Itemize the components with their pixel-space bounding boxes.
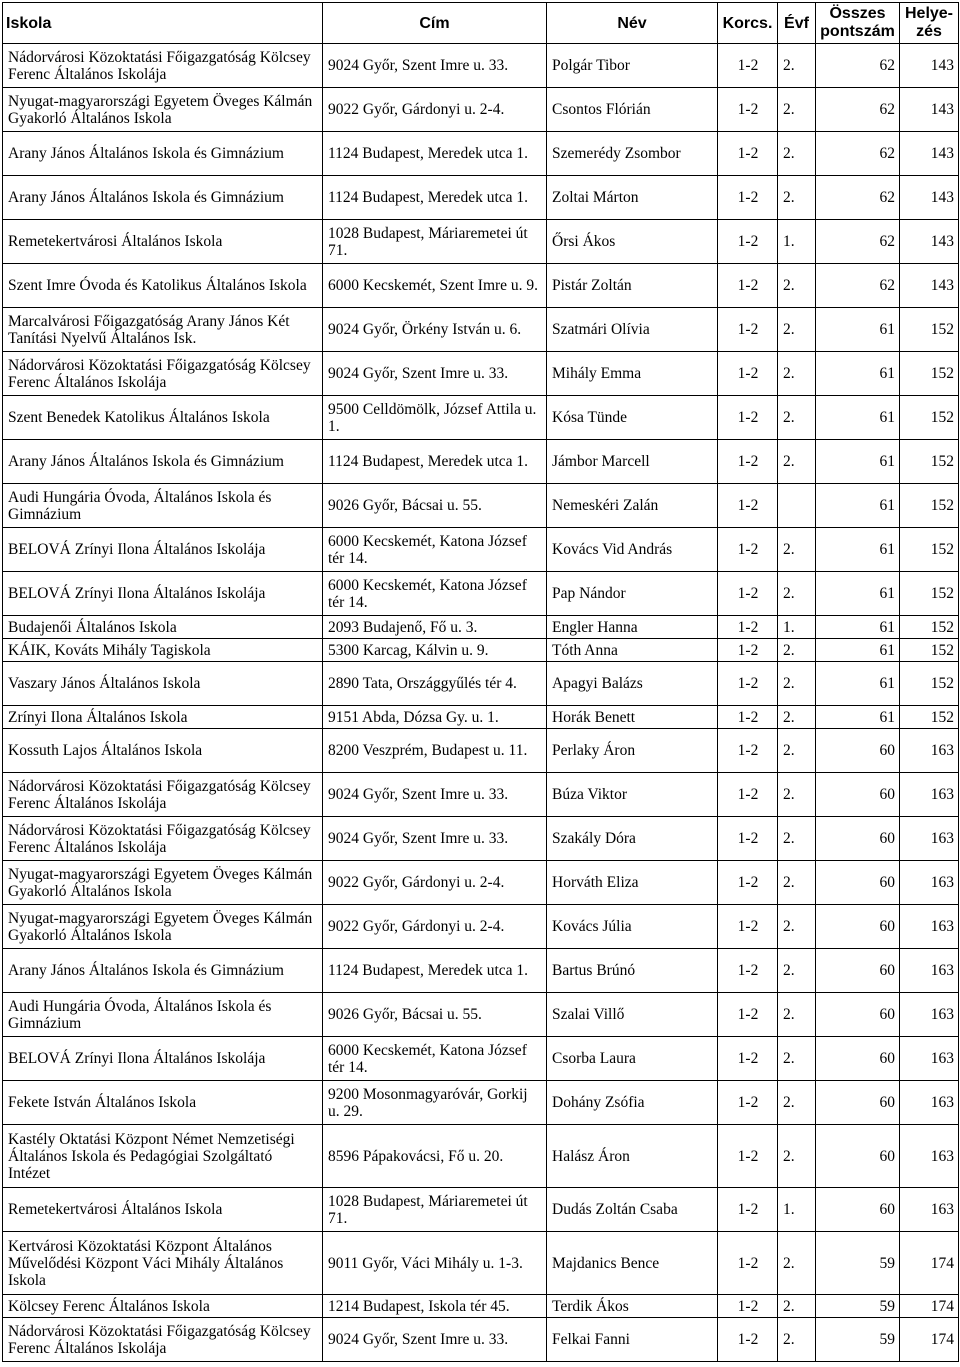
gender-cell: 1-2 — [718, 176, 778, 220]
table-row — [3, 440, 959, 484]
year-cell: 2. — [778, 572, 816, 616]
score-cell: 61 — [816, 308, 900, 352]
table-row — [3, 1188, 959, 1232]
rank-cell: 163 — [900, 1188, 959, 1232]
year-cell: 2. — [778, 396, 816, 440]
gender-cell: 1-2 — [718, 1232, 778, 1295]
year-cell: 2. — [778, 706, 816, 729]
rank-cell: 143 — [900, 264, 959, 308]
address-cell: 1028 Budapest, Máriaremetei út 71. — [323, 220, 547, 264]
score-cell: 60 — [816, 905, 900, 949]
year-cell: 2. — [778, 817, 816, 861]
score-cell: 62 — [816, 132, 900, 176]
score-cell: 61 — [816, 528, 900, 572]
address-cell: 9200 Mosonmagyaróvár, Gorkij u. 29. — [323, 1081, 547, 1125]
rank-cell: 152 — [900, 616, 959, 639]
rank-cell: 152 — [900, 662, 959, 706]
table-row — [3, 572, 959, 616]
gender-cell: 1-2 — [718, 1318, 778, 1362]
year-cell: 2. — [778, 861, 816, 905]
table-row — [3, 662, 959, 706]
score-cell: 62 — [816, 88, 900, 132]
address-cell: 2890 Tata, Országgyűlés tér 4. — [323, 662, 547, 706]
gender-cell: 1-2 — [718, 639, 778, 662]
score-cell: 61 — [816, 572, 900, 616]
score-cell: 61 — [816, 616, 900, 639]
address-cell: 8200 Veszprém, Budapest u. 11. — [323, 729, 547, 773]
year-cell: 2. — [778, 662, 816, 706]
address-cell: 1124 Budapest, Meredek utca 1. — [323, 176, 547, 220]
table-row — [3, 861, 959, 905]
address-cell: 6000 Kecskemét, Szent Imre u. 9. — [323, 264, 547, 308]
gender-cell: 1-2 — [718, 1081, 778, 1125]
address-cell: 6000 Kecskemét, Katona József tér 14. — [323, 1037, 547, 1081]
year-cell: 2. — [778, 1081, 816, 1125]
gender-cell: 1-2 — [718, 396, 778, 440]
school-cell: Nyugat-magyarországi Egyetem Öveges Kálmán Gyakorló Általános Iskola — [3, 861, 323, 905]
year-cell: 1. — [778, 1188, 816, 1232]
table-row — [3, 396, 959, 440]
score-cell: 60 — [816, 1081, 900, 1125]
school-cell: Arany János Általános Iskola és Gimnázium — [3, 949, 323, 993]
year-cell: 2. — [778, 264, 816, 308]
school-cell: BELOVÁ Zrínyi Ilona Általános Iskolája — [3, 528, 323, 572]
gender-cell: 1-2 — [718, 949, 778, 993]
rank-cell: 152 — [900, 440, 959, 484]
year-cell: 2. — [778, 176, 816, 220]
score-cell: 62 — [816, 264, 900, 308]
address-cell: 2093 Budajenő, Fő u. 3. — [323, 616, 547, 639]
year-cell: 2. — [778, 1295, 816, 1318]
score-cell: 60 — [816, 729, 900, 773]
school-cell: Szent Benedek Katolikus Általános Iskola — [3, 396, 323, 440]
address-cell: 1124 Budapest, Meredek utca 1. — [323, 440, 547, 484]
address-cell: 6000 Kecskemét, Katona József tér 14. — [323, 572, 547, 616]
address-cell: 1028 Budapest, Máriaremetei út 71. — [323, 1188, 547, 1232]
rank-cell: 163 — [900, 729, 959, 773]
gender-cell: 1-2 — [718, 88, 778, 132]
school-cell: BELOVÁ Zrínyi Ilona Általános Iskolája — [3, 572, 323, 616]
table-row — [3, 264, 959, 308]
rank-cell: 143 — [900, 176, 959, 220]
score-cell: 60 — [816, 1188, 900, 1232]
year-cell: 2. — [778, 132, 816, 176]
address-cell: 9024 Győr, Örkény István u. 6. — [323, 308, 547, 352]
name-cell: Pap Nándor — [547, 572, 718, 616]
school-cell: Arany János Általános Iskola és Gimnázium — [3, 176, 323, 220]
year-cell: 2. — [778, 949, 816, 993]
school-cell: Nádorvárosi Közoktatási Főigazgatóság Kölcsey Ferenc Általános Iskolája — [3, 352, 323, 396]
year-cell: 2. — [778, 729, 816, 773]
school-cell: Zrínyi Ilona Általános Iskola — [3, 706, 323, 729]
name-cell: Majdanics Bence — [547, 1232, 718, 1295]
table-row — [3, 1081, 959, 1125]
name-cell: Jámbor Marcell — [547, 440, 718, 484]
score-cell: 60 — [816, 993, 900, 1037]
year-cell: 2. — [778, 440, 816, 484]
gender-cell: 1-2 — [718, 662, 778, 706]
year-cell: 2. — [778, 905, 816, 949]
address-cell: 5300 Karcag, Kálvin u. 9. — [323, 639, 547, 662]
school-cell: Arany János Általános Iskola és Gimnázium — [3, 440, 323, 484]
header-gender: Korcs. — [718, 3, 778, 44]
table-row — [3, 729, 959, 773]
header-name: Név — [547, 3, 718, 44]
year-cell: 1. — [778, 220, 816, 264]
gender-cell: 1-2 — [718, 1037, 778, 1081]
gender-cell: 1-2 — [718, 528, 778, 572]
table-row — [3, 706, 959, 729]
name-cell: Tóth Anna — [547, 639, 718, 662]
score-cell: 60 — [816, 861, 900, 905]
school-cell: Remetekertvárosi Általános Iskola — [3, 220, 323, 264]
year-cell: 2. — [778, 1125, 816, 1188]
gender-cell: 1-2 — [718, 440, 778, 484]
table-row — [3, 88, 959, 132]
year-cell: 2. — [778, 352, 816, 396]
name-cell: Perlaky Áron — [547, 729, 718, 773]
year-cell: 2. — [778, 773, 816, 817]
address-cell: 9026 Győr, Bácsai u. 55. — [323, 484, 547, 528]
header-rank: Helye-zés — [900, 3, 959, 44]
name-cell: Szatmári Olívia — [547, 308, 718, 352]
rank-cell: 152 — [900, 706, 959, 729]
rank-cell: 174 — [900, 1232, 959, 1295]
score-cell: 61 — [816, 484, 900, 528]
rank-cell: 163 — [900, 817, 959, 861]
score-cell: 60 — [816, 817, 900, 861]
name-cell: Dudás Zoltán Csaba — [547, 1188, 718, 1232]
school-cell: Marcalvárosi Főigazgatóság Arany János Két Tanítási Nyelvű Általános Isk. — [3, 308, 323, 352]
rank-cell: 163 — [900, 949, 959, 993]
school-cell: Vaszary János Általános Iskola — [3, 662, 323, 706]
gender-cell: 1-2 — [718, 264, 778, 308]
name-cell: Kovács Vid András — [547, 528, 718, 572]
name-cell: Pistár Zoltán — [547, 264, 718, 308]
name-cell: Horák Benett — [547, 706, 718, 729]
name-cell: Csorba Laura — [547, 1037, 718, 1081]
year-cell: 2. — [778, 44, 816, 88]
score-cell: 60 — [816, 773, 900, 817]
address-cell: 9024 Győr, Szent Imre u. 33. — [323, 773, 547, 817]
school-cell: Kastély Oktatási Központ Német Nemzetiségi Általános Iskola és Pedagógiai Szolgáltató Intézet — [3, 1125, 323, 1188]
score-cell: 59 — [816, 1232, 900, 1295]
rank-cell: 152 — [900, 572, 959, 616]
score-cell: 62 — [816, 176, 900, 220]
score-cell: 61 — [816, 352, 900, 396]
address-cell: 9024 Győr, Szent Imre u. 33. — [323, 44, 547, 88]
table-row — [3, 1125, 959, 1188]
score-cell: 61 — [816, 440, 900, 484]
gender-cell: 1-2 — [718, 44, 778, 88]
rank-cell: 163 — [900, 905, 959, 949]
address-cell: 1124 Budapest, Meredek utca 1. — [323, 949, 547, 993]
year-cell: 2. — [778, 88, 816, 132]
gender-cell: 1-2 — [718, 1125, 778, 1188]
name-cell: Csontos Flórián — [547, 88, 718, 132]
rank-cell: 152 — [900, 484, 959, 528]
school-cell: KÁIK, Kováts Mihály Tagiskola — [3, 639, 323, 662]
gender-cell: 1-2 — [718, 817, 778, 861]
gender-cell: 1-2 — [718, 706, 778, 729]
rank-cell: 152 — [900, 639, 959, 662]
score-cell: 62 — [816, 44, 900, 88]
table-row — [3, 308, 959, 352]
rank-cell: 174 — [900, 1295, 959, 1318]
name-cell: Horváth Eliza — [547, 861, 718, 905]
gender-cell: 1-2 — [718, 905, 778, 949]
school-cell: Nádorvárosi Közoktatási Főigazgatóság Kölcsey Ferenc Általános Iskolája — [3, 1318, 323, 1362]
rank-cell: 163 — [900, 993, 959, 1037]
gender-cell: 1-2 — [718, 352, 778, 396]
rank-cell: 143 — [900, 132, 959, 176]
table-header — [3, 3, 959, 44]
name-cell: Őrsi Ákos — [547, 220, 718, 264]
school-cell: Kölcsey Ferenc Általános Iskola — [3, 1295, 323, 1318]
year-cell: 2. — [778, 308, 816, 352]
year-cell: 2. — [778, 1232, 816, 1295]
score-cell: 60 — [816, 1037, 900, 1081]
gender-cell: 1-2 — [718, 729, 778, 773]
table-row — [3, 817, 959, 861]
rank-cell: 143 — [900, 44, 959, 88]
address-cell: 8596 Pápakovácsi, Fő u. 20. — [323, 1125, 547, 1188]
rank-cell: 152 — [900, 352, 959, 396]
rank-cell: 163 — [900, 1037, 959, 1081]
gender-cell: 1-2 — [718, 861, 778, 905]
gender-cell: 1-2 — [718, 220, 778, 264]
year-cell: 1. — [778, 616, 816, 639]
year-cell: 2. — [778, 639, 816, 662]
address-cell: 1214 Budapest, Iskola tér 45. — [323, 1295, 547, 1318]
rank-cell: 163 — [900, 1125, 959, 1188]
rank-cell: 163 — [900, 773, 959, 817]
name-cell: Polgár Tibor — [547, 44, 718, 88]
school-cell: Szent Imre Óvoda és Katolikus Általános Iskola — [3, 264, 323, 308]
header-score: Összes pontszám — [816, 3, 900, 44]
name-cell: Engler Hanna — [547, 616, 718, 639]
results-table — [2, 2, 959, 1362]
school-cell: Nyugat-magyarországi Egyetem Öveges Kálmán Gyakorló Általános Iskola — [3, 905, 323, 949]
score-cell: 62 — [816, 220, 900, 264]
table-row — [3, 220, 959, 264]
school-cell: Budajenői Általános Iskola — [3, 616, 323, 639]
score-cell: 60 — [816, 1125, 900, 1188]
score-cell: 61 — [816, 662, 900, 706]
rank-cell: 152 — [900, 308, 959, 352]
address-cell: 9022 Győr, Gárdonyi u. 2-4. — [323, 88, 547, 132]
table-row — [3, 1318, 959, 1362]
address-cell: 9022 Győr, Gárdonyi u. 2-4. — [323, 905, 547, 949]
name-cell: Szakály Dóra — [547, 817, 718, 861]
name-cell: Szemerédy Zsombor — [547, 132, 718, 176]
table-row — [3, 352, 959, 396]
rank-cell: 152 — [900, 396, 959, 440]
school-cell: Fekete István Általános Iskola — [3, 1081, 323, 1125]
gender-cell: 1-2 — [718, 616, 778, 639]
name-cell: Szalai Villő — [547, 993, 718, 1037]
gender-cell: 1-2 — [718, 773, 778, 817]
school-cell: Kossuth Lajos Általános Iskola — [3, 729, 323, 773]
score-cell: 61 — [816, 706, 900, 729]
table-row — [3, 773, 959, 817]
table-row — [3, 44, 959, 88]
table-row — [3, 1232, 959, 1295]
rank-cell: 143 — [900, 88, 959, 132]
score-cell: 60 — [816, 949, 900, 993]
gender-cell: 1-2 — [718, 132, 778, 176]
gender-cell: 1-2 — [718, 993, 778, 1037]
name-cell: Kovács Júlia — [547, 905, 718, 949]
table-row — [3, 949, 959, 993]
table-row — [3, 484, 959, 528]
address-cell: 6000 Kecskemét, Katona József tér 14. — [323, 528, 547, 572]
score-cell: 59 — [816, 1318, 900, 1362]
address-cell: 9026 Győr, Bácsai u. 55. — [323, 993, 547, 1037]
rank-cell: 152 — [900, 528, 959, 572]
address-cell: 9024 Győr, Szent Imre u. 33. — [323, 1318, 547, 1362]
gender-cell: 1-2 — [718, 1188, 778, 1232]
gender-cell: 1-2 — [718, 572, 778, 616]
rank-cell: 163 — [900, 1081, 959, 1125]
school-cell: Nádorvárosi Közoktatási Főigazgatóság Kölcsey Ferenc Általános Iskolája — [3, 773, 323, 817]
year-cell — [778, 484, 816, 528]
school-cell: Audi Hungária Óvoda, Általános Iskola és Gimnázium — [3, 993, 323, 1037]
year-cell: 2. — [778, 528, 816, 572]
gender-cell: 1-2 — [718, 484, 778, 528]
table-row — [3, 528, 959, 572]
name-cell: Dohány Zsófia — [547, 1081, 718, 1125]
table-row — [3, 1295, 959, 1318]
name-cell: Kósa Tünde — [547, 396, 718, 440]
table-row — [3, 639, 959, 662]
gender-cell: 1-2 — [718, 308, 778, 352]
header-school: Iskola — [3, 3, 323, 44]
table-row — [3, 993, 959, 1037]
school-cell: Arany János Általános Iskola és Gimnázium — [3, 132, 323, 176]
address-cell: 9500 Celldömölk, József Attila u. 1. — [323, 396, 547, 440]
school-cell: Audi Hungária Óvoda, Általános Iskola és Gimnázium — [3, 484, 323, 528]
school-cell: Remetekertvárosi Általános Iskola — [3, 1188, 323, 1232]
school-cell: Nádorvárosi Közoktatási Főigazgatóság Kölcsey Ferenc Általános Iskolája — [3, 817, 323, 861]
year-cell: 2. — [778, 1318, 816, 1362]
name-cell: Felkai Fanni — [547, 1318, 718, 1362]
address-cell: 9011 Győr, Váci Mihály u. 1-3. — [323, 1232, 547, 1295]
table-row — [3, 132, 959, 176]
name-cell: Zoltai Márton — [547, 176, 718, 220]
school-cell: BELOVÁ Zrínyi Ilona Általános Iskolája — [3, 1037, 323, 1081]
rank-cell: 163 — [900, 861, 959, 905]
name-cell: Nemeskéri Zalán — [547, 484, 718, 528]
name-cell: Búza Viktor — [547, 773, 718, 817]
address-cell: 9024 Győr, Szent Imre u. 33. — [323, 352, 547, 396]
name-cell: Apagyi Balázs — [547, 662, 718, 706]
score-cell: 61 — [816, 639, 900, 662]
year-cell: 2. — [778, 1037, 816, 1081]
table-row — [3, 176, 959, 220]
name-cell: Bartus Brúnó — [547, 949, 718, 993]
table-row — [3, 905, 959, 949]
name-cell: Terdik Ákos — [547, 1295, 718, 1318]
rank-cell: 143 — [900, 220, 959, 264]
header-year: Évf — [778, 3, 816, 44]
address-cell: 1124 Budapest, Meredek utca 1. — [323, 132, 547, 176]
table-body — [3, 44, 959, 1362]
school-cell: Kertvárosi Közoktatási Központ Általános Művelődési Központ Váci Mihály Általános Iskola — [3, 1232, 323, 1295]
school-cell: Nádorvárosi Közoktatási Főigazgatóság Kölcsey Ferenc Általános Iskolája — [3, 44, 323, 88]
score-cell: 61 — [816, 396, 900, 440]
address-cell: 9151 Abda, Dózsa Gy. u. 1. — [323, 706, 547, 729]
name-cell: Halász Áron — [547, 1125, 718, 1188]
header-row — [3, 3, 959, 44]
address-cell: 9022 Győr, Gárdonyi u. 2-4. — [323, 861, 547, 905]
rank-cell: 174 — [900, 1318, 959, 1362]
address-cell: 9024 Győr, Szent Imre u. 33. — [323, 817, 547, 861]
gender-cell: 1-2 — [718, 1295, 778, 1318]
school-cell: Nyugat-magyarországi Egyetem Öveges Kálmán Gyakorló Általános Iskola — [3, 88, 323, 132]
table-row — [3, 616, 959, 639]
year-cell: 2. — [778, 993, 816, 1037]
name-cell: Mihály Emma — [547, 352, 718, 396]
score-cell: 59 — [816, 1295, 900, 1318]
header-address: Cím — [323, 3, 547, 44]
table-row — [3, 1037, 959, 1081]
